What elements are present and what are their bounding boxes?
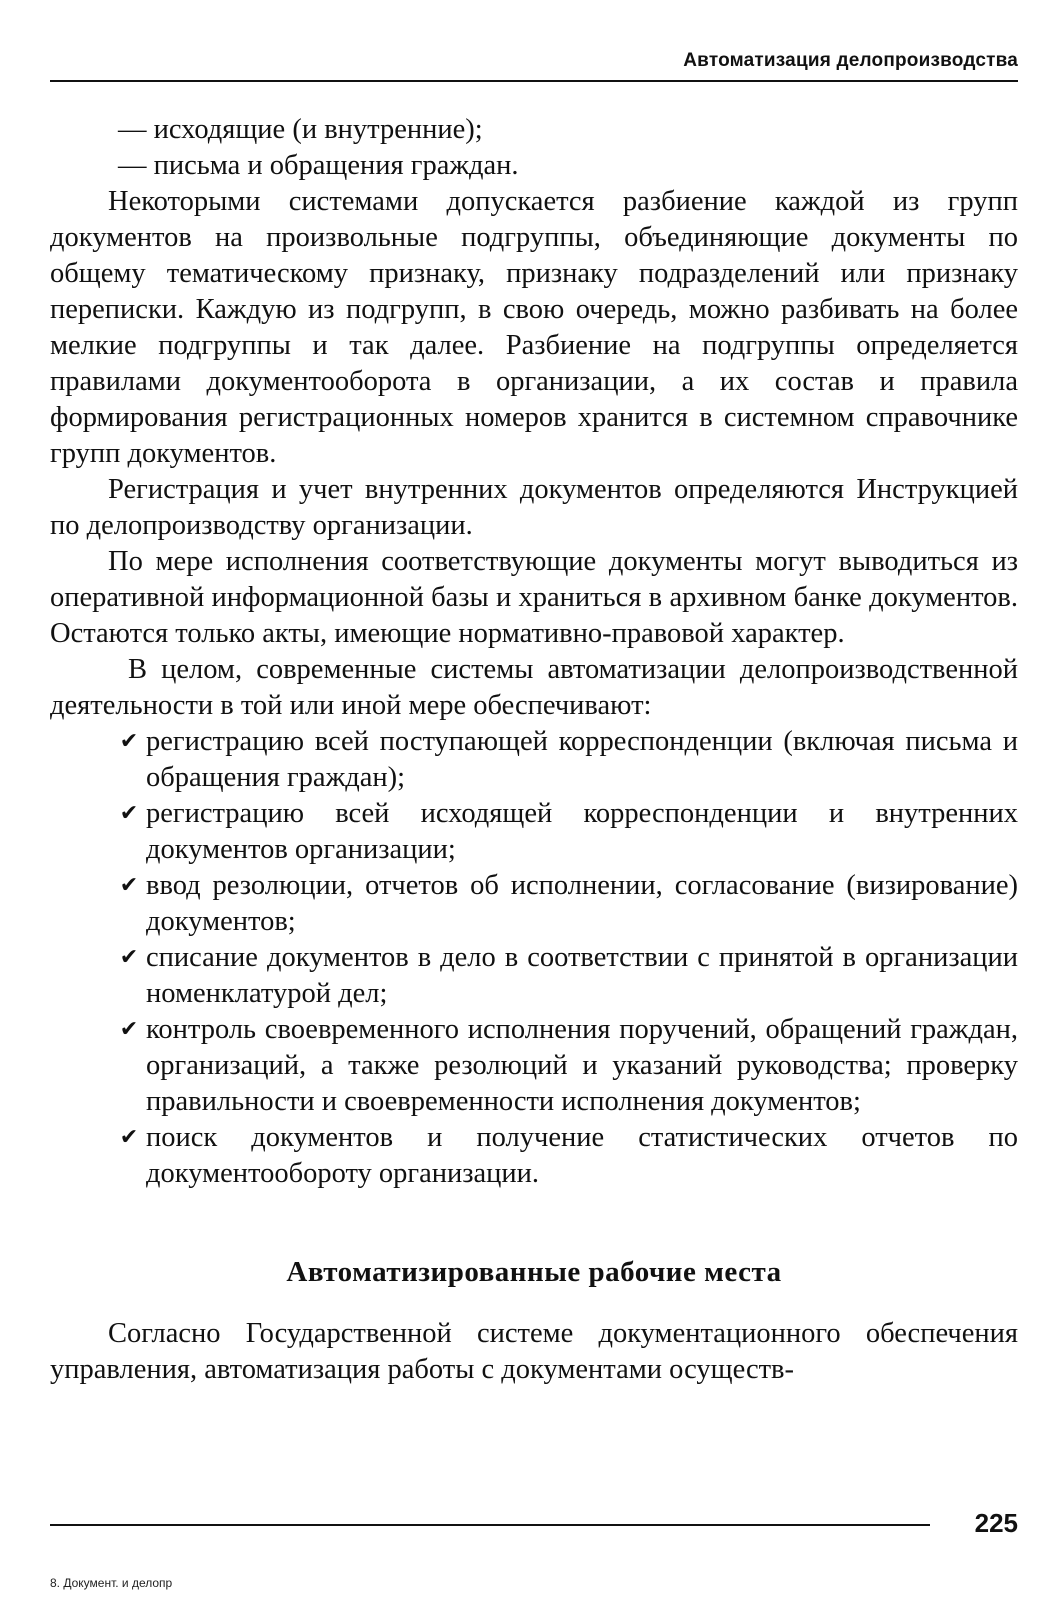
list-item-text: контроль своевременного исполнения поручений, обращений граждан, организаций, а также резолюций и указаний руководства; проверку правильности и своевременности исполнения документов; xyxy=(146,1014,1018,1117)
paragraph-subgroups: Некоторыми системами допускается разбиение каждой из групп документов на произвольные подгруппы, объединяющие документы по общему тематическому признаку, признаку подразделений или признаку переписки. Каждую из подгрупп, в свою очередь, можно разбивать на более мелкие подгруппы и так далее. Разбиение на подгруппы определяется правилами документооборота в организации, а их состав и правила формирования регистрационных номеров хранится в системном справочнике групп документов. xyxy=(50,186,1018,469)
dash-item-letters: — письма и обращения граждан. xyxy=(118,150,519,181)
dash-item-outgoing: — исходящие (и внутренние); xyxy=(118,114,483,145)
list-item-text: списание документов в дело в соответствии с принятой в организации номенклатурой дел; xyxy=(146,942,1018,1009)
body-text xyxy=(50,112,1018,1388)
list-item xyxy=(50,724,1018,796)
section-title: Автоматизированные рабочие места xyxy=(286,1256,782,1288)
checkmark-icon: ✔ xyxy=(119,945,139,970)
list-item-text: ввод резолюции, отчетов об исполнении, согласование (визирование) документов; xyxy=(146,870,1018,937)
page-number: 225 xyxy=(974,1508,1018,1538)
list-item xyxy=(50,940,1018,1012)
checkmark-icon: ✔ xyxy=(119,1017,139,1042)
checkmark-icon: ✔ xyxy=(119,729,139,754)
running-header-title: Автоматизация делопроизводства xyxy=(683,50,1018,71)
checkmark-icon: ✔ xyxy=(119,873,139,898)
footer-rule xyxy=(50,1524,930,1526)
paragraph-archive: По мере исполнения соответствующие документы могут выводиться из оперативной информационной базы и храниться в архивном банке документов. Остаются только акты, имеющие нормативно-правовой характер. xyxy=(50,546,1018,649)
printer-signature: 8. Документ. и делопр xyxy=(50,1576,173,1590)
paragraph-section-intro: Согласно Государственной системе документационного обеспечения управления, автоматизация работы с документами осуществ- xyxy=(50,1318,1018,1385)
paragraph-intro: В целом, современные системы автоматизации делопроизводственной деятельности в той или иной мере обеспечивают: xyxy=(50,654,1018,721)
list-item xyxy=(50,868,1018,940)
paragraph-registration: Регистрация и учет внутренних документов определяются Инструкцией по делопроизводству организации. xyxy=(50,474,1018,541)
feature-checklist xyxy=(50,724,1018,1192)
list-item-text: поиск документов и получение статистических отчетов по документообороту организации. xyxy=(146,1122,1018,1189)
list-item-text: регистрацию всей поступающей корреспонденции (включая письма и обращения граждан); xyxy=(146,726,1018,793)
list-item-text: регистрацию всей исходящей корреспонденции и внутренних документов организации; xyxy=(146,798,1018,865)
checkmark-icon: ✔ xyxy=(119,1125,139,1150)
checkmark-icon: ✔ xyxy=(119,801,139,826)
list-item xyxy=(50,1120,1018,1192)
list-item xyxy=(50,796,1018,868)
header-rule xyxy=(50,80,1018,82)
list-item xyxy=(50,1012,1018,1120)
